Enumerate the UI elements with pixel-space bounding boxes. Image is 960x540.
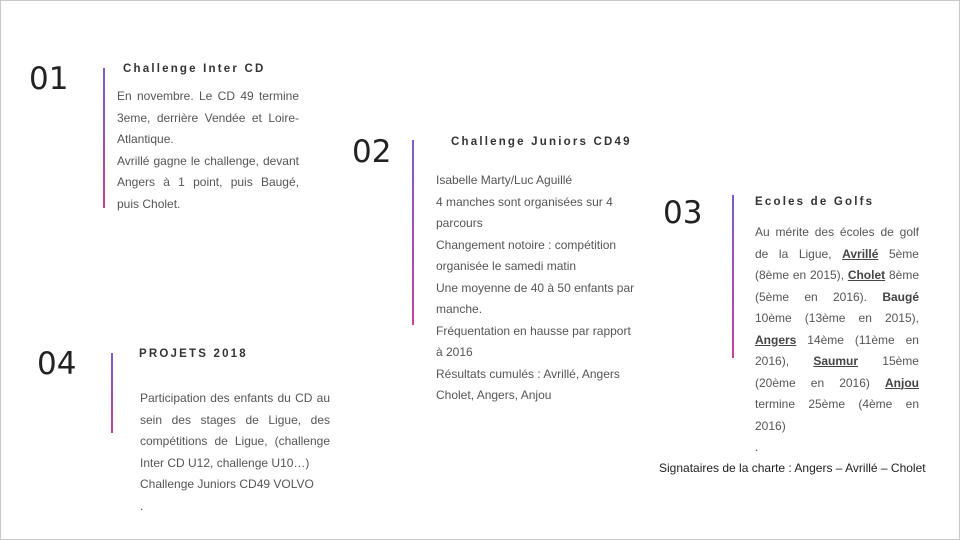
club-saumur-rank: 15ème (20ème en 2016) (755, 354, 919, 390)
charter-signatories: Signataires de la charte : Angers – Avrillé – Cholet (659, 461, 926, 475)
section-01-title: Challenge Inter CD (123, 63, 266, 75)
section-02-paragraph: Changement notoire : compétition organisée le samedi matin (436, 237, 617, 273)
section-03-intro: Au mérite des écoles de golf de la Ligue, (755, 225, 919, 261)
club-avrille: Avrillé (842, 246, 879, 261)
section-01-body (117, 86, 299, 215)
section-02-paragraph: Une moyenne de 40 à 50 enfants par manche. (436, 280, 635, 316)
section-02-body (436, 170, 636, 407)
section-03-title: Ecoles de Golfs (755, 196, 875, 208)
section-04-divider (111, 353, 113, 433)
club-anjou-rank: termine 25ème (4ème en 2016) (755, 397, 919, 433)
section-04-body (140, 388, 330, 517)
section-04-paragraph: Participation des enfants du CD au sein des stages de Ligue, des compétitions de Ligue, (challenge Inter CD U12, challenge U10…) (140, 391, 330, 470)
club-angers: Angers (755, 332, 797, 347)
section-03-divider (732, 195, 734, 358)
section-04-paragraph: Challenge Juniors CD49 VOLVO (140, 477, 314, 491)
club-angers-rank: 14ème (11ème en 2016), (755, 332, 919, 368)
club-anjou: Anjou (885, 375, 919, 390)
section-04-paragraph: . (140, 498, 144, 513)
section-02-paragraph: 4 manches sont organisées sur 4 parcours (436, 194, 613, 230)
section-02-paragraph: Résultats cumulés : Avrillé, Angers Cholet, Angers, Anjou (436, 366, 620, 402)
section-04-number: 04 (37, 346, 77, 382)
section-01-number: 01 (29, 61, 69, 97)
club-saumur: Saumur (813, 354, 858, 368)
section-01-paragraph: Avrillé gagne le challenge, devant Angers à 1 point, puis Baugé, puis Cholet. (117, 153, 299, 211)
section-03-number: 03 (663, 195, 703, 231)
club-bauge-rank: 10ème (13ème en 2015), (755, 311, 919, 325)
club-cholet-rank: 8ème (5ème en 2016). (755, 268, 919, 304)
club-avrille-rank: 5ème (8ème en 2015), (755, 246, 919, 282)
section-02-paragraph: Isabelle Marty/Luc Aguillé (436, 173, 573, 187)
section-02-title: Challenge Juniors CD49 (451, 136, 632, 148)
section-01-paragraph: En novembre. Le CD 49 termine 3eme, derrière Vendée et Loire-Atlantique. (117, 89, 299, 146)
club-cholet: Cholet (847, 268, 886, 282)
section-02-number: 02 (352, 134, 392, 170)
club-bauge: Baugé (882, 289, 919, 304)
section-02-paragraph: Fréquentation en hausse par rapport à 2016 (436, 323, 631, 359)
section-02-divider (412, 140, 414, 325)
section-03-body (755, 222, 919, 459)
section-04-title: PROJETS 2018 (139, 348, 248, 360)
section-01-divider (103, 68, 105, 208)
section-03-end: . (755, 440, 759, 454)
